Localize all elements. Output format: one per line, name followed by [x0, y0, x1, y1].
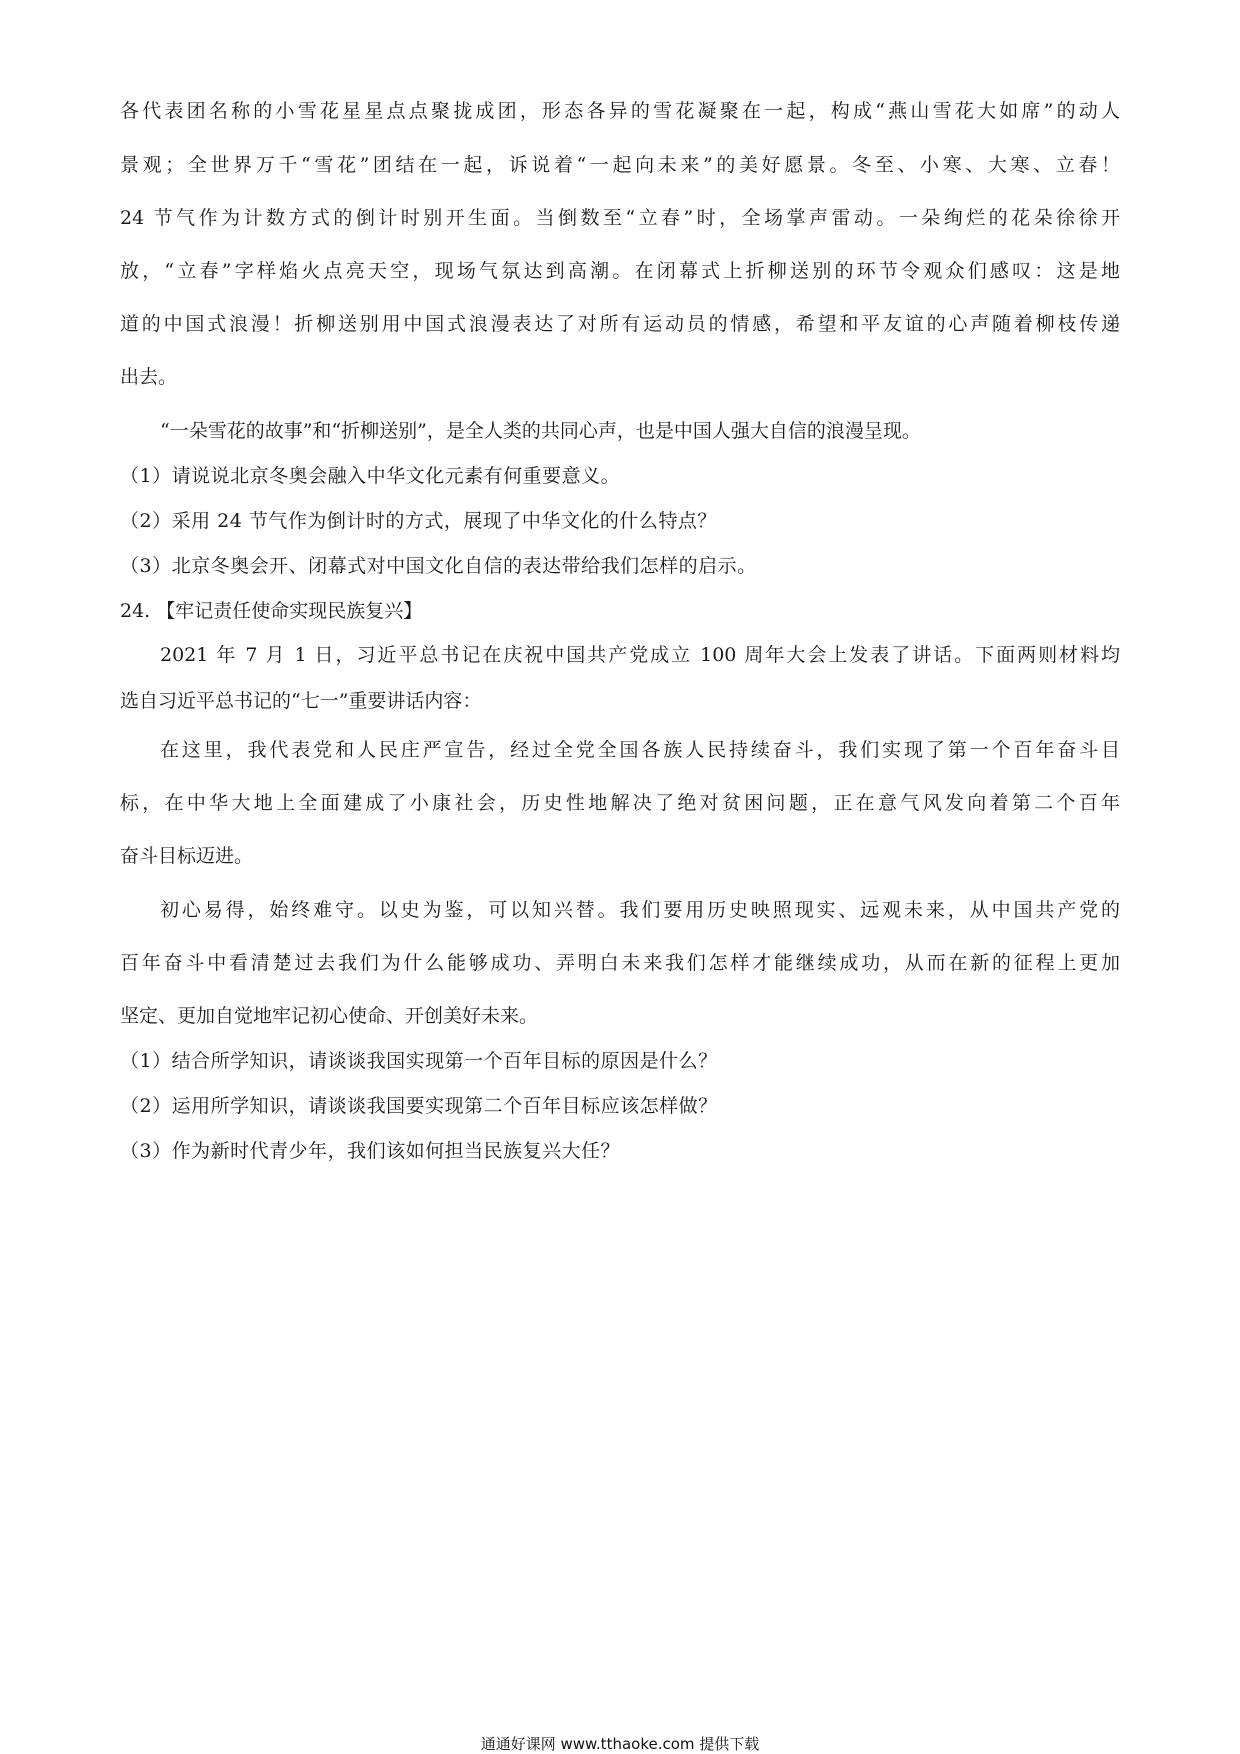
passage-summary: “一朵雪花的故事”和“折柳送别”，是全人类的共同心声，也是中国人强大自信的浪漫呈现。: [160, 420, 921, 442]
question-24-heading: 24. 【牢记责任使命实现民族复兴】: [120, 600, 423, 622]
footer-watermark: 通通好课网 www.tthaoke.com 提供下载: [480, 1735, 760, 1753]
passage-line: 道的中国式浪漫！折柳送别用中国式浪漫表达了对所有运动员的情感，希望和平友谊的心声随着柳枝传递: [120, 313, 1120, 335]
passage-line: 景观；全世界万千“雪花”团结在一起，诉说着“一起向未来”的美好愿景。冬至、小寒、大寒、立春！: [120, 154, 1120, 176]
material-2-line: 百年奋斗中看清楚过去我们为什么能够成功、弄明白未来我们怎样才能继续成功，从而在新的征程上更加: [120, 952, 1120, 974]
question-23-1: （1）请说说北京冬奥会融入中华文化元素有何重要意义。: [120, 465, 621, 487]
question-24-1: （1）结合所学知识，请谈谈我国实现第一个百年目标的原因是什么？: [120, 1050, 718, 1072]
passage-line: 放，“立春”字样焰火点亮天空，现场气氛达到高潮。在闭幕式上折柳送别的环节令观众们感叹：这是地: [120, 260, 1120, 282]
material-2-line: 初心易得，始终难守。以史为鉴，可以知兴替。我们要用历史映照现实、远观未来，从中国共产党的: [160, 899, 1120, 921]
question-24-intro: 选自习近平总书记的“七一”重要讲话内容：: [120, 690, 482, 712]
question-24-2: （2）运用所学知识，请谈谈我国要实现第二个百年目标应该怎样做？: [120, 1095, 718, 1117]
passage-line: 各代表团名称的小雪花星星点点聚拢成团，形态各异的雪花凝聚在一起，构成“燕山雪花大如席”的动人: [120, 100, 1120, 122]
question-23-2: （2）采用 24 节气作为倒计时的方式，展现了中华文化的什么特点？: [120, 510, 717, 532]
passage-line: 出去。: [120, 366, 178, 388]
passage-line: 24 节气作为计数方式的倒计时别开生面。当倒数至“立春”时，全场掌声雷动。一朵绚烂的花朵徐徐开: [120, 207, 1120, 229]
question-23-3: （3）北京冬奥会开、闭幕式对中国文化自信的表达带给我们怎样的启示。: [120, 555, 757, 577]
material-1-line: 奋斗目标迈进。: [120, 845, 254, 867]
material-2-line: 坚定、更加自觉地牢记初心使命、开创美好未来。: [120, 1005, 539, 1027]
material-1-line: 在这里，我代表党和人民庄严宣告，经过全党全国各族人民持续奋斗，我们实现了第一个百年奋斗目: [160, 739, 1120, 761]
question-24-3: （3）作为新时代青少年，我们该如何担当民族复兴大任？: [120, 1140, 621, 1162]
question-24-intro: 2021 年 7 月 1 日，习近平总书记在庆祝中国共产党成立 100 周年大会上发表了讲话。下面两则材料均: [160, 644, 1120, 666]
material-1-line: 标，在中华大地上全面建成了小康社会，历史性地解决了绝对贫困问题，正在意气风发向着第二个百年: [120, 792, 1120, 814]
